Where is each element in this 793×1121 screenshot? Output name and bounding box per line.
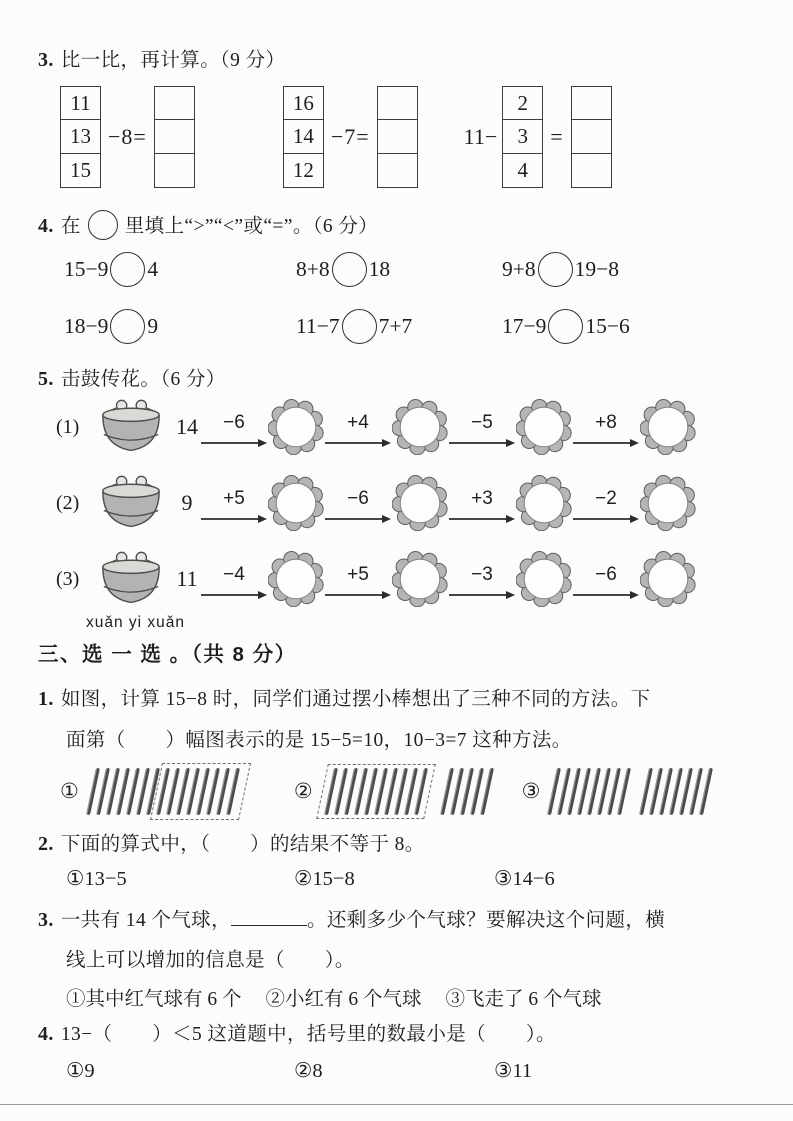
q4-comparison-item bbox=[296, 309, 502, 344]
q3-given-cell: 4 bbox=[502, 153, 543, 188]
answer-flower-icon[interactable] bbox=[268, 475, 324, 531]
mc1-stick-figures bbox=[60, 760, 711, 822]
q4-right-expression: 15−6 bbox=[585, 314, 630, 338]
right-arrow-icon bbox=[573, 587, 639, 605]
q4-answer-circle[interactable] bbox=[110, 252, 145, 287]
q5-operation-label: +5 bbox=[347, 563, 369, 585]
q3-group bbox=[60, 86, 195, 188]
q4-number: 4. bbox=[38, 215, 54, 237]
q4-title bbox=[38, 210, 378, 240]
figure-badge: ③ bbox=[521, 779, 541, 803]
q3-given-column bbox=[60, 86, 101, 188]
q3-answer-cell[interactable] bbox=[154, 119, 195, 154]
right-arrow-icon bbox=[573, 435, 639, 453]
mc3-line2 bbox=[66, 944, 355, 972]
q3-given-cell: 13 bbox=[60, 119, 101, 154]
mc-option[interactable]: ①其中红气球有 6 个 bbox=[66, 989, 242, 1010]
answer-flower-icon[interactable] bbox=[640, 475, 696, 531]
q4-comparison-grid bbox=[64, 252, 630, 344]
q5-row-index: (1) bbox=[56, 415, 80, 438]
q3-answer-cell[interactable] bbox=[154, 153, 195, 188]
q3-given-cell: 11 bbox=[60, 86, 101, 121]
mc3-line1-post: 。还剩多少个气球？要解决这个问题，横 bbox=[306, 910, 666, 931]
q5-arrow-step bbox=[573, 488, 639, 529]
q4-answer-circle[interactable] bbox=[332, 252, 367, 287]
q5-operation-label: −5 bbox=[471, 411, 493, 433]
section3-title: 三、选 一 选 。（共 8 分） bbox=[38, 643, 297, 666]
mc1-stick-figure bbox=[294, 764, 492, 819]
answer-flower-icon[interactable] bbox=[268, 399, 324, 455]
q3-answer-column bbox=[571, 86, 612, 188]
q5-arrow-step bbox=[201, 488, 267, 529]
q3-title bbox=[38, 44, 285, 72]
q5-operation-label: −6 bbox=[347, 487, 369, 509]
stick-bundle bbox=[82, 766, 249, 817]
q5-operation-label: +8 bbox=[595, 411, 617, 433]
answer-flower-icon[interactable] bbox=[392, 551, 448, 607]
q4-comparison-item bbox=[502, 309, 630, 344]
mc2-options bbox=[66, 866, 555, 891]
stick-bundle bbox=[316, 764, 436, 819]
q3-answer-cell[interactable] bbox=[377, 153, 418, 188]
answer-flower-icon[interactable] bbox=[268, 551, 324, 607]
mc-option[interactable]: ①9 bbox=[66, 1060, 95, 1082]
q4-comparison-item bbox=[64, 252, 296, 287]
q3-groups bbox=[60, 86, 612, 188]
q4-left-expression: 18−9 bbox=[64, 314, 109, 338]
q5-arrow-step bbox=[325, 412, 391, 453]
q4-right-expression: 9 bbox=[147, 314, 159, 338]
answer-flower-icon[interactable] bbox=[392, 399, 448, 455]
right-arrow-icon bbox=[325, 587, 391, 605]
mc2-number: 2. bbox=[38, 833, 54, 855]
mc3-line2-text: 线上可以增加的信息是（ ）。 bbox=[66, 950, 355, 971]
q3-answer-cell[interactable] bbox=[571, 153, 612, 188]
q5-operation-label: −6 bbox=[223, 411, 245, 433]
right-arrow-icon bbox=[201, 435, 267, 453]
q4-right-expression: 4 bbox=[147, 257, 159, 281]
mc1-number: 1. bbox=[38, 688, 54, 710]
q5-title-text: 击鼓传花。（6 分） bbox=[60, 369, 226, 390]
q5-operation-label: +4 bbox=[347, 411, 369, 433]
q5-arrow-step bbox=[449, 564, 515, 605]
q5-operation-label: −3 bbox=[471, 563, 493, 585]
drum-icon bbox=[94, 473, 168, 533]
q5-start-number: 11 bbox=[176, 566, 198, 591]
mc-option[interactable]: ②小红有 6 个气球 bbox=[265, 989, 422, 1010]
q5-arrow-step bbox=[573, 412, 639, 453]
q4-title-post: 里填上“>”“<”或“=”。（6 分） bbox=[124, 216, 379, 237]
right-arrow-icon bbox=[449, 511, 515, 529]
q3-answer-cell[interactable] bbox=[377, 119, 418, 154]
q4-answer-circle[interactable] bbox=[342, 309, 377, 344]
q4-left-expression: 8+8 bbox=[296, 257, 330, 281]
q3-given-cell: 15 bbox=[60, 153, 101, 188]
q5-number: 5. bbox=[38, 368, 54, 390]
q5-operation-label: −2 bbox=[595, 487, 617, 509]
q5-operation-label: −6 bbox=[595, 563, 617, 585]
stick-bundle bbox=[636, 766, 717, 817]
q4-comparison-item bbox=[64, 309, 296, 344]
q3-given-cell: 3 bbox=[502, 119, 543, 154]
q5-start-number: 9 bbox=[181, 490, 193, 515]
q4-title-pre: 在 bbox=[60, 216, 81, 237]
q5-operation-label: +5 bbox=[223, 487, 245, 509]
section3-pinyin: xuǎn yi xuǎn bbox=[86, 614, 186, 631]
q3-answer-column bbox=[154, 86, 195, 188]
q4-right-expression: 18 bbox=[368, 257, 391, 281]
q3-prefix-text: 11− bbox=[463, 123, 498, 149]
q5-arrow-step bbox=[325, 564, 391, 605]
right-arrow-icon bbox=[325, 511, 391, 529]
mc1-line2 bbox=[66, 724, 572, 752]
q3-group bbox=[464, 86, 612, 188]
q4-left-expression: 9+8 bbox=[502, 257, 536, 281]
answer-flower-icon[interactable] bbox=[516, 551, 572, 607]
q5-row-index: (2) bbox=[56, 491, 80, 514]
right-arrow-icon bbox=[201, 587, 267, 605]
q5-arrow-step bbox=[325, 488, 391, 529]
right-arrow-icon bbox=[201, 511, 267, 529]
mc3-line1 bbox=[38, 904, 665, 932]
mc4-number: 4. bbox=[38, 1023, 54, 1045]
mc2-text bbox=[38, 828, 425, 856]
q3-operator: −7= bbox=[330, 123, 370, 149]
mc2-question-text: 下面的算式中，（ ）的结果不等于 8。 bbox=[60, 834, 425, 855]
q3-answer-cell[interactable] bbox=[571, 119, 612, 154]
page-bottom-rule bbox=[0, 1104, 793, 1105]
mc1-stick-figure bbox=[522, 766, 712, 817]
q5-arrow-step bbox=[449, 412, 515, 453]
mc3-number: 3. bbox=[38, 909, 54, 931]
right-arrow-icon bbox=[449, 435, 515, 453]
dashed-outline bbox=[150, 763, 251, 820]
figure-badge: ② bbox=[293, 779, 313, 803]
q3-given-cell: 16 bbox=[283, 86, 324, 121]
answer-flower-icon[interactable] bbox=[392, 475, 448, 531]
mc3-options bbox=[66, 983, 602, 1011]
mc1-stick-figure bbox=[60, 766, 244, 817]
answer-flower-icon[interactable] bbox=[516, 475, 572, 531]
stick-bundle bbox=[544, 766, 635, 817]
q5-arrow-step bbox=[201, 412, 267, 453]
mc1-line1-text: 如图，计算 15−8 时，同学们通过摆小棒想出了三种不同的方法。下 bbox=[60, 689, 651, 710]
right-arrow-icon bbox=[325, 435, 391, 453]
mc1-line2-text: 面第（ ）幅图表示的是 15−5=10，10−3=7 这种方法。 bbox=[66, 730, 572, 751]
q3-answer-cell[interactable] bbox=[154, 86, 195, 121]
mc-option[interactable]: ③14−6 bbox=[494, 868, 555, 890]
mc4-text bbox=[38, 1018, 556, 1046]
answer-flower-icon[interactable] bbox=[516, 399, 572, 455]
q3-answer-column bbox=[377, 86, 418, 188]
q5-operation-label: +3 bbox=[471, 487, 493, 509]
figure-badge: ① bbox=[60, 779, 79, 803]
mc-option[interactable]: ②8 bbox=[294, 1060, 323, 1082]
q5-row-index: (3) bbox=[56, 567, 80, 590]
mc3-line1-pre: 一共有 14 个气球， bbox=[60, 910, 231, 931]
q5-arrow-step bbox=[201, 564, 267, 605]
drum-icon bbox=[94, 397, 168, 457]
q3-given-column bbox=[502, 86, 543, 188]
q3-operator: = bbox=[550, 123, 564, 149]
mc4-options bbox=[66, 1058, 532, 1083]
q3-title-text: 比一比，再计算。（9 分） bbox=[60, 50, 286, 71]
q3-given-cell: 14 bbox=[283, 119, 324, 154]
q4-answer-circle[interactable] bbox=[538, 252, 573, 287]
mc1-line1 bbox=[38, 683, 651, 711]
q5-title bbox=[38, 363, 226, 391]
drum-icon bbox=[94, 549, 168, 609]
example-circle bbox=[88, 210, 118, 240]
q5-start-number: 14 bbox=[176, 414, 198, 439]
q4-left-expression: 15−9 bbox=[64, 257, 109, 281]
q5-operation-label: −4 bbox=[223, 563, 245, 585]
q3-given-cell: 2 bbox=[502, 86, 543, 121]
q4-left-expression: 11−7 bbox=[296, 314, 340, 338]
q4-right-expression: 19−8 bbox=[574, 257, 620, 281]
q4-comparison-item bbox=[502, 252, 630, 287]
q3-answer-cell[interactable] bbox=[571, 86, 612, 121]
q5-arrow-step bbox=[449, 488, 515, 529]
right-arrow-icon bbox=[573, 511, 639, 529]
q5-arrow-step bbox=[573, 564, 639, 605]
q4-left-expression: 17−9 bbox=[502, 314, 547, 338]
q4-right-expression: 7+7 bbox=[378, 314, 413, 338]
q4-answer-circle[interactable] bbox=[110, 309, 145, 344]
mc-option[interactable]: ③11 bbox=[494, 1060, 533, 1082]
q5-chain-row bbox=[56, 544, 696, 614]
q3-answer-cell[interactable] bbox=[377, 86, 418, 121]
answer-flower-icon[interactable] bbox=[640, 399, 696, 455]
mc-option[interactable]: ②15−8 bbox=[294, 868, 355, 890]
q3-group bbox=[283, 86, 418, 188]
q3-given-cell: 12 bbox=[283, 153, 324, 188]
mc-option[interactable]: ③飞走了 6 个气球 bbox=[445, 989, 602, 1010]
answer-blank[interactable] bbox=[231, 912, 307, 926]
q5-chain-rows bbox=[56, 392, 696, 620]
mc-option[interactable]: ①13−5 bbox=[66, 868, 127, 890]
right-arrow-icon bbox=[449, 587, 515, 605]
mc4-question-text: 13−（ ）＜5 这道题中，括号里的数最小是（ ）。 bbox=[60, 1024, 556, 1045]
stick-bundle bbox=[436, 766, 497, 817]
q4-comparison-item bbox=[296, 252, 502, 287]
q3-given-column bbox=[283, 86, 324, 188]
q5-chain-row bbox=[56, 468, 696, 538]
q3-number: 3. bbox=[38, 49, 54, 71]
q5-chain-row bbox=[56, 392, 696, 462]
answer-flower-icon[interactable] bbox=[640, 551, 696, 607]
q3-operator: −8= bbox=[108, 123, 147, 149]
q4-answer-circle[interactable] bbox=[548, 309, 583, 344]
